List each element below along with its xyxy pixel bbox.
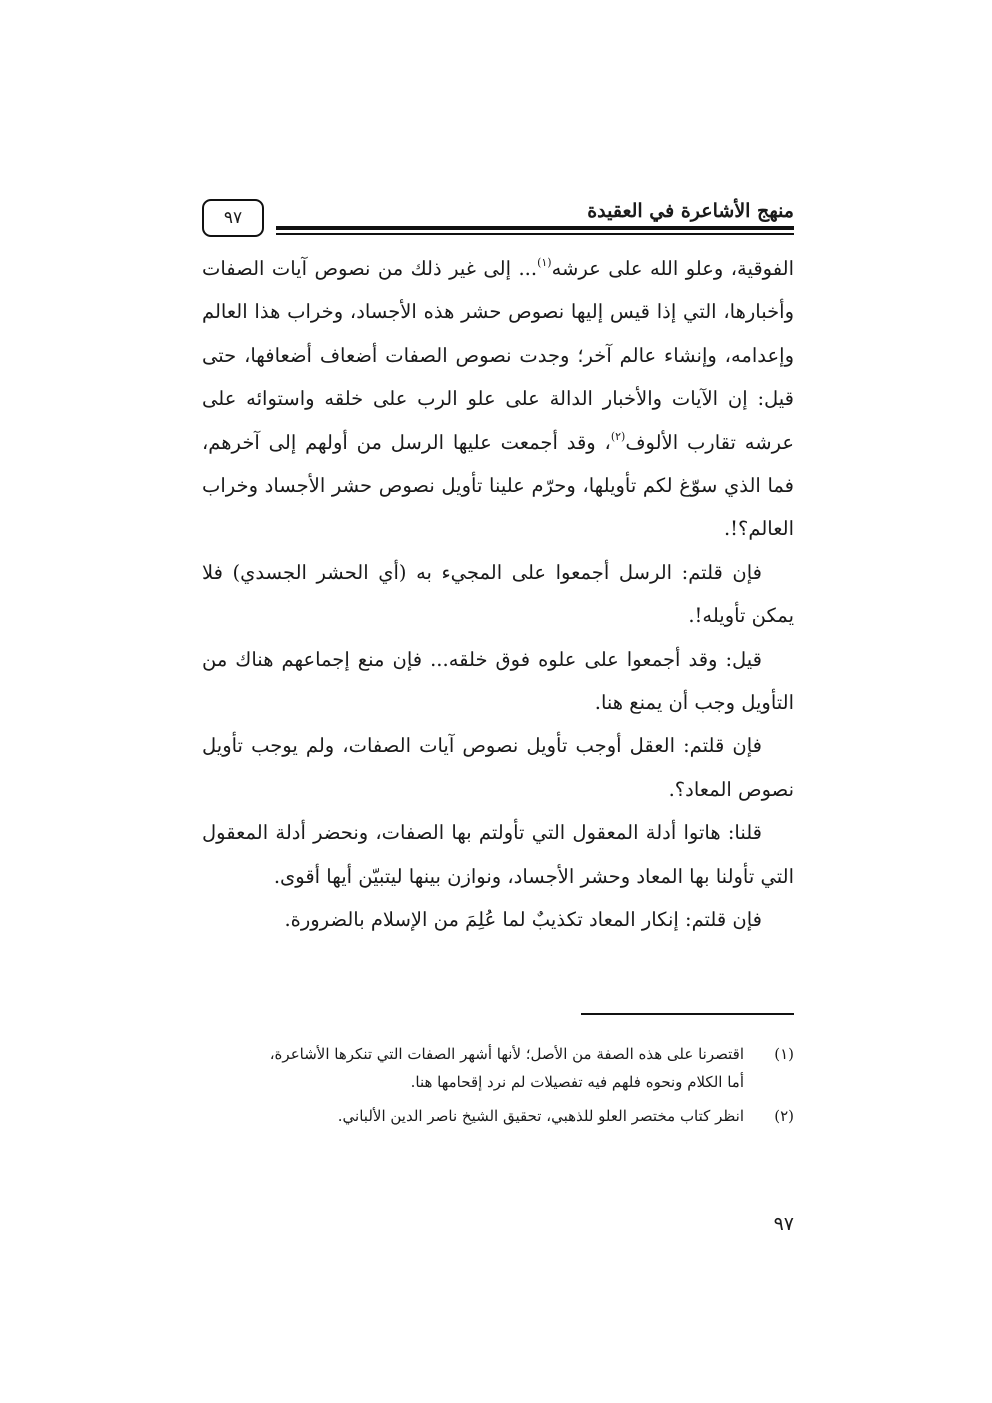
header-rule-thin xyxy=(276,233,794,235)
footnote-1-line-1: اقتصرنا على هذه الصفة من الأصل؛ لأنها أشهر الصفات التي تنكرها الأشاعرة، xyxy=(269,1045,744,1063)
footnote-1-text xyxy=(202,1040,744,1096)
footnote-2 xyxy=(202,1102,794,1130)
paragraph-1 xyxy=(202,247,794,551)
footnote-2-number: (٢) xyxy=(774,1107,794,1125)
paragraph-2: فإن قلتم: الرسل أجمعوا على المجيء به (أي الحشر الجسدي) فلا يمكن تأويله!. xyxy=(202,560,794,628)
footnote-ref-2[interactable]: (٢) xyxy=(610,429,626,443)
footnote-separator xyxy=(581,1013,794,1015)
running-title: منهج الأشاعرة في العقيدة xyxy=(587,200,794,222)
page-header xyxy=(202,194,794,244)
paragraph-1-part-3: ، وقد أجمعت عليها الرسل من أولهم إلى آخرهم، فما الذي سوّغ لكم تأويلها، وحرّم علينا تأويل نصوص حشر الأجساد وخراب العالم؟!. xyxy=(202,430,794,541)
footnote-2-line-1: انظر كتاب مختصر العلو للذهبي، تحقيق الشيخ ناصر الدين الألباني. xyxy=(337,1107,744,1125)
footnote-1-number: (١) xyxy=(774,1045,794,1063)
footnotes xyxy=(202,1040,794,1136)
paragraph-3: قيل: وقد أجمعوا على علوه فوق خلقه... فإن منع إجماعهم هناك من التأويل وجب أن يمنع هنا. xyxy=(202,647,794,715)
footnote-2-text xyxy=(202,1102,744,1130)
header-rule-thick xyxy=(276,226,794,230)
paragraph-4: فإن قلتم: العقل أوجب تأويل نصوص آيات الصفات، ولم يوجب تأويل نصوص المعاد؟. xyxy=(202,734,794,801)
page-folio: ٩٧ xyxy=(773,1213,794,1235)
paragraph-1-part-1: الفوقية، وعلو الله على عرشه xyxy=(551,257,794,280)
footnote-1 xyxy=(202,1040,794,1096)
paragraph-6: فإن قلتم: إنكار المعاد تكذيبٌ لما عُلِمَ من الإسلام بالضرورة. xyxy=(284,908,762,932)
paragraph-1-part-2: ... إلى غير ذلك من نصوص آيات الصفات وأخبارها، التي إذا قيس إليها نصوص حشر هذه الأجساد، وخراب هذا العالم وإعدامه، وإنشاء عالم آخر؛ وجدت نصوص الصفات أضعاف أضعافها، حتى قيل: إن الآيات والأخبار الدالة على علو الرب على خلقه واستوائه على عرشه تقارب الألوف xyxy=(202,257,794,454)
footnote-1-line-2: أما الكلام ونحوه فلهم فيه تفصيلات لم نرد إقحامها هنا. xyxy=(410,1073,744,1091)
main-text xyxy=(202,247,794,942)
footnote-ref-1[interactable]: (١) xyxy=(537,256,552,270)
paragraph-5: قلنا: هاتوا أدلة المعقول التي تأولتم بها الصفات، ونحضر أدلة المعقول التي تأولنا بها المعاد وحشر الأجساد، ونوازن بينها ليتبيّن أيها أقوى. xyxy=(202,821,794,888)
header-page-number: ٩٧ xyxy=(202,199,264,237)
